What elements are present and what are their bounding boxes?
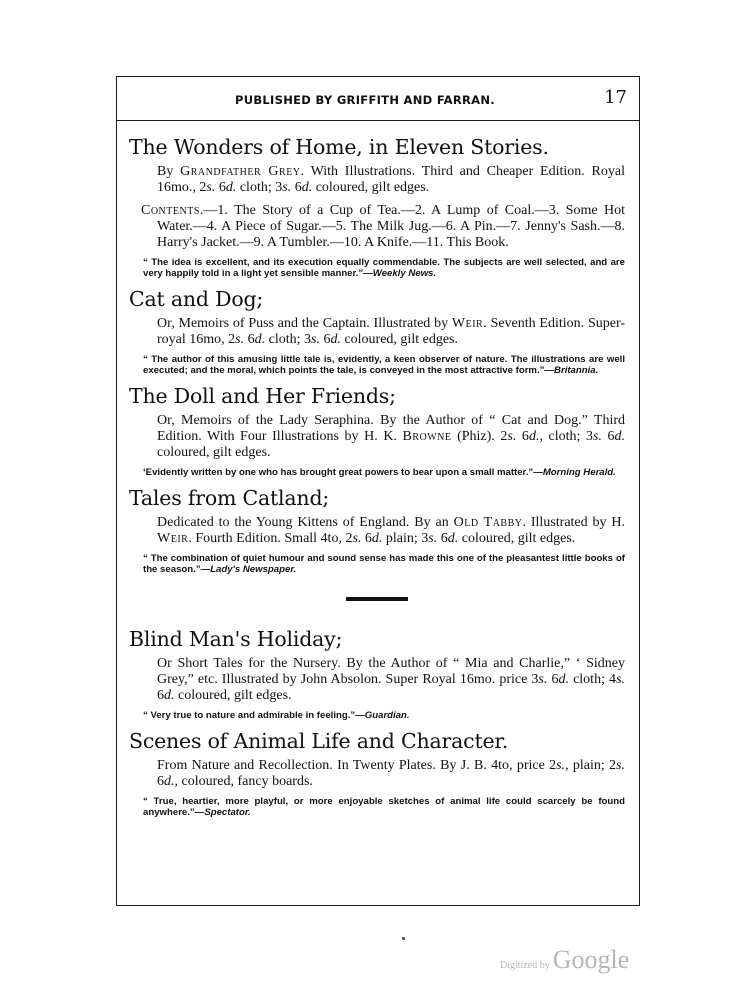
page-header bbox=[117, 77, 639, 121]
book-contents: Contents.—1. The Story of a Cup of Tea.—2. A Lump of Coal.—3. Some Hot Water.—4. A Piece of Sugar.—5. The Milk Jug.—6. A Pin.—7. Jenny's Sash.—8. Harry's Jacket.—9. A Tumbler.—10. A Knife.—11. This Book. bbox=[141, 203, 625, 250]
watermark-prefix: Digitized by bbox=[500, 960, 550, 971]
page-frame bbox=[116, 76, 640, 906]
book-title: The Wonders of Home, in Eleven Stories. bbox=[129, 135, 549, 159]
book-entry-wonders-of-home bbox=[129, 135, 625, 279]
google-wordmark: Google bbox=[552, 945, 630, 974]
section-divider-rule bbox=[346, 597, 408, 601]
ink-speck bbox=[402, 937, 405, 940]
book-title: Cat and Dog; bbox=[129, 287, 264, 311]
book-title: The Doll and Her Friends; bbox=[129, 384, 396, 408]
book-review: “ The combination of quiet humour and sound sense has made this one of the pleasantest little books of the season.”—Lady's Newspaper. bbox=[143, 553, 625, 575]
book-review: “ The author of this amusing little tale is, evidently, a keen observer of nature. The illustrations are well executed; and the moral, which points the tale, is conveyed in the most attractive form.”—Britannia. bbox=[143, 354, 625, 376]
book-title: Scenes of Animal Life and Character. bbox=[129, 729, 509, 753]
book-entry-tales-from-catland bbox=[129, 486, 625, 575]
book-list bbox=[129, 129, 625, 826]
digitized-by-google-watermark bbox=[500, 945, 629, 975]
book-review: “ True, heartier, more playful, or more enjoyable sketches of animal life could scarcely be found anywhere.”—Spectator. bbox=[143, 796, 625, 818]
book-description: From Nature and Recollection. In Twenty Plates. By J. B. 4to, price 2s., plain; 2s. 6d., coloured, fancy boards. bbox=[157, 758, 625, 789]
book-entry-scenes-of-animal-life bbox=[129, 729, 625, 818]
book-review: “ The idea is excellent, and its execution equally commendable. The subjects are well selected, and are very happily told in a light yet sensible manner.”—Weekly News. bbox=[143, 257, 625, 279]
publisher-heading: PUBLISHED BY GRIFFITH AND FARRAN. bbox=[235, 93, 495, 107]
book-description: Or, Memoirs of the Lady Seraphina. By the Author of “ Cat and Dog.” Third Edition. With Four Illustrations by H. K. Browne (Phiz). 2s. 6d., cloth; 3s. 6d. coloured, gilt edges. bbox=[157, 413, 626, 460]
book-title: Blind Man's Holiday; bbox=[129, 627, 343, 651]
book-title: Tales from Catland; bbox=[129, 486, 330, 510]
book-description: Dedicated to the Young Kittens of England. By an Old Tabby. Illustrated by H. Weir. Fourth Edition. Small 4to, 2s. 6d. plain; 3s. 6d. coloured, gilt edges. bbox=[157, 515, 625, 546]
page-number: 17 bbox=[604, 87, 627, 108]
book-review: “ Very true to nature and admirable in feeling.”—Guardian. bbox=[143, 710, 410, 721]
book-description: Or, Memoirs of Puss and the Captain. Illustrated by Weir. Seventh Edition. Super-royal 16mo, 2s. 6d. cloth; 3s. 6d. coloured, gilt edges. bbox=[157, 316, 625, 347]
book-description: By Grandfather Grey. With Illustrations. Third and Cheaper Edition. Royal 16mo., 2s. 6d. cloth; 3s. 6d. coloured, gilt edges. bbox=[157, 164, 625, 195]
book-entry-blind-mans-holiday bbox=[129, 627, 625, 721]
book-review: ‘Evidently written by one who has brought great powers to bear upon a small matter.”—Morning Herald. bbox=[143, 467, 616, 478]
book-entry-doll-and-her-friends bbox=[129, 384, 625, 478]
book-description: Or Short Tales for the Nursery. By the Author of “ Mia and Charlie,” ‘ Sidney Grey,” etc. Illustrated by John Absolon. Super Royal 16mo. price 3s. 6d. cloth; 4s. 6d. coloured, gilt edges. bbox=[157, 656, 626, 703]
book-entry-cat-and-dog bbox=[129, 287, 625, 376]
